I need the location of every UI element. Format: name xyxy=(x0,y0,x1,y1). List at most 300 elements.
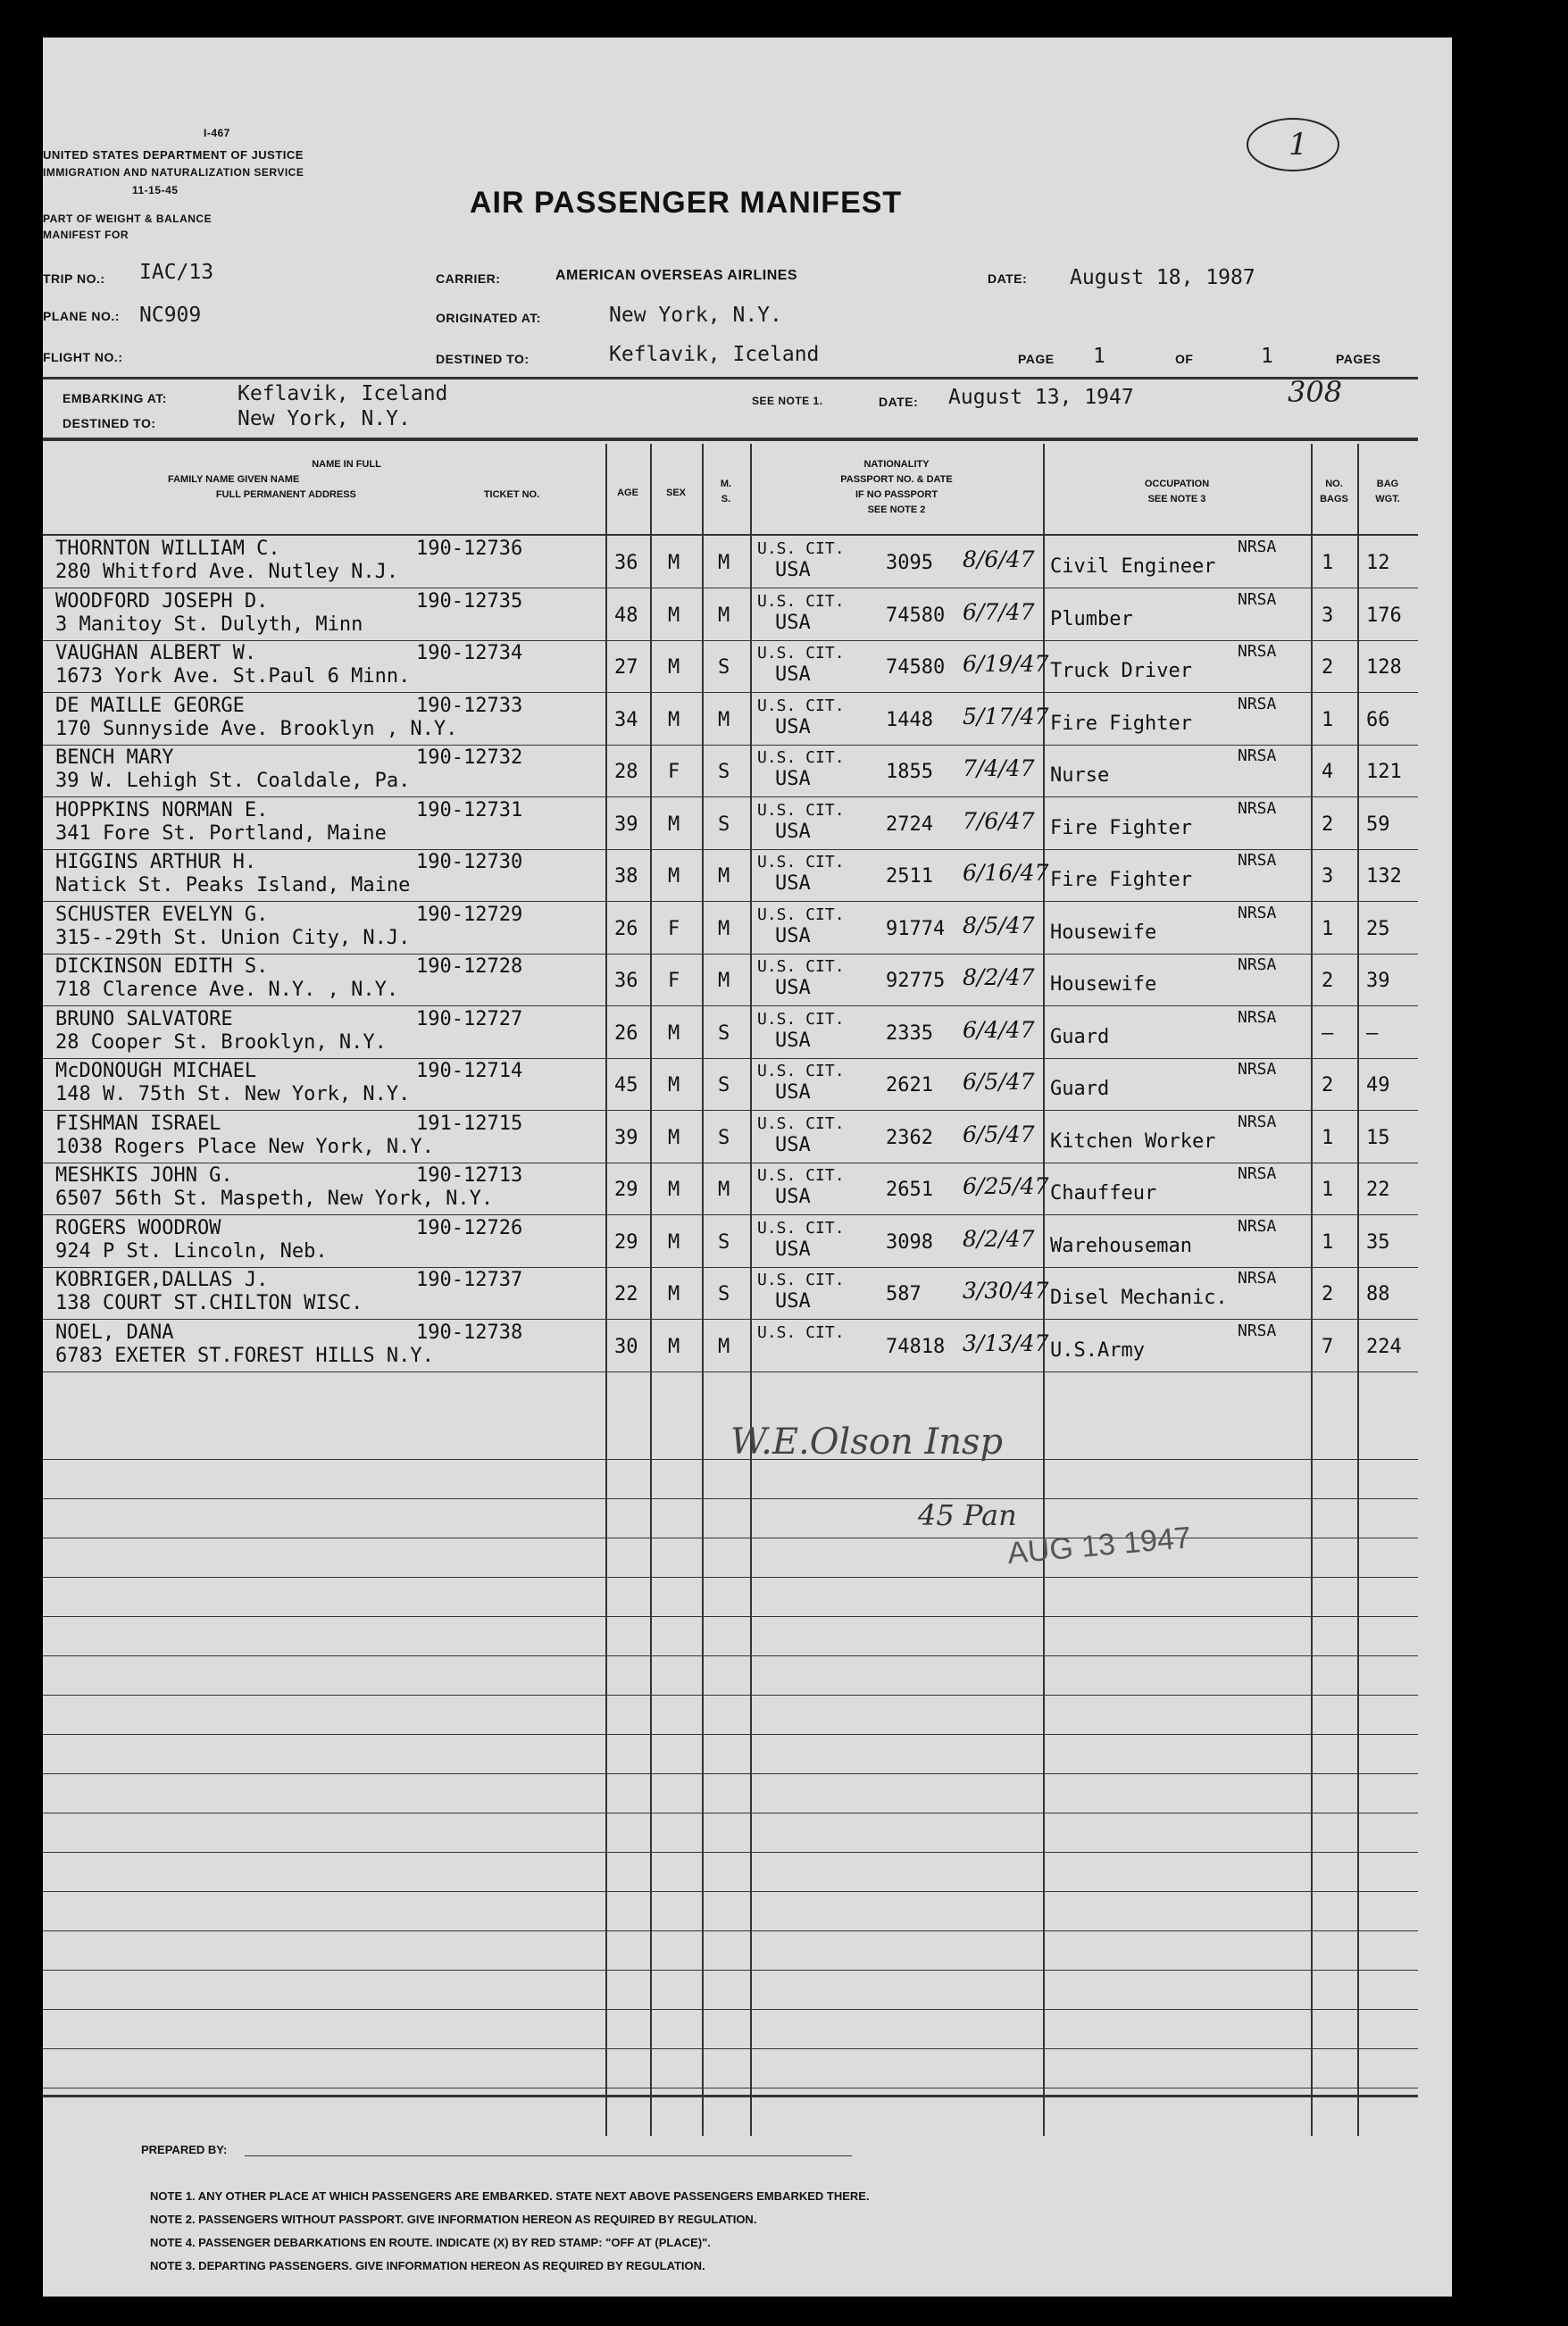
passenger-sex: M xyxy=(668,1336,680,1358)
passenger-sex: M xyxy=(668,813,680,836)
bag-count: 3 xyxy=(1322,604,1334,627)
occupation: Housewife xyxy=(1050,973,1157,996)
nrsa-mark: NRSA xyxy=(1238,904,1277,922)
page-label: PAGE xyxy=(1018,352,1055,366)
table-row xyxy=(43,1006,1418,1058)
nationality: USA xyxy=(775,1238,811,1261)
ticket-number: 190-12729 xyxy=(416,904,523,926)
table-top-border xyxy=(43,438,1418,441)
passenger-sex: M xyxy=(668,865,680,888)
ticket-number: 190-12737 xyxy=(416,1269,523,1291)
nrsa-mark: NRSA xyxy=(1238,1008,1277,1027)
passport-date: 6/7/47 xyxy=(963,599,1035,625)
passport-date: 6/5/47 xyxy=(963,1121,1035,1147)
passenger-name: THORNTON WILLIAM C. xyxy=(55,538,280,560)
bag-count: 1 xyxy=(1322,1179,1334,1201)
header-divider xyxy=(43,377,1418,379)
passenger-address: 28 Cooper St. Brooklyn, N.Y. xyxy=(55,1031,387,1054)
of-label: OF xyxy=(1175,352,1194,366)
trip-label: TRIP NO.: xyxy=(43,271,105,286)
nationality: USA xyxy=(775,1290,811,1313)
form-number: I-467 xyxy=(204,127,230,139)
passport-date: 3/30/47 xyxy=(963,1278,1049,1304)
passenger-sex: F xyxy=(668,970,680,992)
bag-weight: 176 xyxy=(1366,604,1402,627)
passenger-age: 39 xyxy=(614,813,638,836)
occupation: Fire Fighter xyxy=(1050,869,1192,891)
nationality: USA xyxy=(775,1186,811,1208)
citizenship: U.S. CIT. xyxy=(757,644,845,663)
bag-weight: 15 xyxy=(1366,1127,1390,1149)
passenger-marital-status: S xyxy=(718,813,730,836)
nrsa-mark: NRSA xyxy=(1238,590,1277,609)
passport-number: 2621 xyxy=(886,1074,933,1096)
nrsa-mark: NRSA xyxy=(1238,1164,1277,1183)
citizenship: U.S. CIT. xyxy=(757,1219,845,1238)
passenger-address: 924 P St. Lincoln, Neb. xyxy=(55,1240,328,1263)
destined2-label: DESTINED TO: xyxy=(63,416,156,430)
occupation: Truck Driver xyxy=(1050,660,1192,682)
passenger-marital-status: S xyxy=(718,1022,730,1045)
bag-count: 2 xyxy=(1322,970,1334,992)
table-row xyxy=(43,797,1418,849)
occupation: Warehouseman xyxy=(1050,1235,1192,1257)
passenger-marital-status: M xyxy=(718,1336,730,1358)
passenger-marital-status: S xyxy=(718,656,730,679)
passenger-name: SCHUSTER EVELYN G. xyxy=(55,904,269,926)
table-row xyxy=(43,1163,1418,1214)
bag-count: 7 xyxy=(1322,1336,1334,1358)
ticket-number: 191-12715 xyxy=(416,1113,523,1135)
passenger-marital-status: M xyxy=(718,865,730,888)
bag-weight: 39 xyxy=(1366,970,1390,992)
passenger-age: 39 xyxy=(614,1127,638,1149)
embarking-value: Keflavik, Iceland xyxy=(238,382,448,405)
passenger-marital-status: M xyxy=(718,709,730,731)
blank-line xyxy=(43,1930,1418,1931)
blank-line xyxy=(43,1655,1418,1656)
stamp-number: 308 xyxy=(1288,375,1343,409)
passenger-address: 6507 56th St. Maspeth, New York, N.Y. xyxy=(55,1188,494,1210)
passenger-sex: M xyxy=(668,1231,680,1254)
bag-weight: 25 xyxy=(1366,918,1390,940)
passenger-sex: M xyxy=(668,1074,680,1096)
weight-column-header: BAG WGT. xyxy=(1375,479,1400,504)
blank-line xyxy=(43,1577,1418,1578)
ticket-number: 190-12727 xyxy=(416,1008,523,1030)
passport-number: 587 xyxy=(886,1283,922,1305)
occupation: Kitchen Worker xyxy=(1050,1130,1216,1153)
embarking-label: EMBARKING AT: xyxy=(63,391,167,405)
bag-count: 2 xyxy=(1322,1283,1334,1305)
blank-line xyxy=(43,1891,1418,1892)
nationality: USA xyxy=(775,559,811,581)
destined-label: DESTINED TO: xyxy=(436,352,530,366)
form-date: 11-15-45 xyxy=(132,184,179,196)
bag-weight: 132 xyxy=(1366,865,1402,888)
passport-number: 1448 xyxy=(886,709,933,731)
ticket-number: 190-12732 xyxy=(416,746,523,769)
name-column-header: NAME IN FULL FAMILY NAME GIVEN NAME FULL PERMANENT ADDRESS TICKET NO. xyxy=(168,459,540,500)
bag-weight: 35 xyxy=(1366,1231,1390,1254)
nrsa-mark: NRSA xyxy=(1238,695,1277,713)
passenger-marital-status: M xyxy=(718,604,730,627)
occupation: U.S.Army xyxy=(1050,1339,1145,1362)
occupation: Guard xyxy=(1050,1026,1110,1048)
passenger-marital-status: S xyxy=(718,1231,730,1254)
citizenship: U.S. CIT. xyxy=(757,1166,845,1185)
ticket-number: 190-12713 xyxy=(416,1164,523,1187)
nrsa-mark: NRSA xyxy=(1238,955,1277,974)
carrier-value: AMERICAN OVERSEAS AIRLINES xyxy=(555,268,798,283)
passenger-name: FISHMAN ISRAEL xyxy=(55,1113,221,1135)
passport-number: 2511 xyxy=(886,865,933,888)
occupation: Fire Fighter xyxy=(1050,817,1192,839)
passport-number: 2724 xyxy=(886,813,933,836)
bag-count: 2 xyxy=(1322,656,1334,679)
passenger-marital-status: M xyxy=(718,918,730,940)
passenger-age: 26 xyxy=(614,1022,638,1045)
passenger-name: ROGERS WOODROW xyxy=(55,1217,221,1239)
bag-weight: 22 xyxy=(1366,1179,1390,1201)
passenger-sex: M xyxy=(668,1127,680,1149)
bag-weight: 121 xyxy=(1366,761,1402,783)
table-row xyxy=(43,588,1418,640)
occupation: Disel Mechanic. xyxy=(1050,1287,1228,1309)
passenger-address: Natick St. Peaks Island, Maine xyxy=(55,874,411,896)
nationality: USA xyxy=(775,977,811,999)
bag-weight: 49 xyxy=(1366,1074,1390,1096)
passport-date: 8/6/47 xyxy=(963,546,1035,572)
passenger-address: 1038 Rogers Place New York, N.Y. xyxy=(55,1136,434,1158)
ticket-number: 190-12714 xyxy=(416,1060,523,1082)
passenger-name: DICKINSON EDITH S. xyxy=(55,955,269,978)
arrival-stamp: AUG 13 1947 xyxy=(1005,1521,1193,1571)
passenger-age: 26 xyxy=(614,918,638,940)
blank-line xyxy=(43,2048,1418,2049)
bag-weight: 59 xyxy=(1366,813,1390,836)
occupation-column-header: OCCUPATION SEE NOTE 3 xyxy=(1144,479,1210,504)
passenger-name: KOBRIGER,DALLAS J. xyxy=(55,1269,269,1291)
blank-line xyxy=(43,1734,1418,1735)
occupation: Civil Engineer xyxy=(1050,555,1216,578)
passenger-age: 45 xyxy=(614,1074,638,1096)
passenger-sex: M xyxy=(668,552,680,574)
bag-count: 1 xyxy=(1322,1231,1334,1254)
occupation: Nurse xyxy=(1050,764,1110,787)
nationality: USA xyxy=(775,1081,811,1104)
age-column-header: AGE xyxy=(617,488,638,498)
passport-date: 6/19/47 xyxy=(963,651,1049,677)
department-name: UNITED STATES DEPARTMENT OF JUSTICE xyxy=(43,148,304,162)
blank-line xyxy=(43,2009,1418,2010)
ticket-number: 190-12735 xyxy=(416,590,523,613)
passenger-address: 1673 York Ave. St.Paul 6 Minn. xyxy=(55,665,411,688)
passenger-marital-status: S xyxy=(718,1283,730,1305)
see-note-label: SEE NOTE 1. xyxy=(752,395,823,407)
blank-line xyxy=(43,1852,1418,1853)
passenger-address: 315--29th St. Union City, N.J. xyxy=(55,927,411,949)
table-row xyxy=(43,902,1418,954)
passenger-address: 138 COURT ST.CHILTON WISC. xyxy=(55,1292,363,1314)
passenger-name: BRUNO SALVATORE xyxy=(55,1008,233,1030)
ticket-number: 190-12736 xyxy=(416,538,523,560)
passenger-name: NOEL, DANA xyxy=(55,1321,174,1344)
bag-weight: 128 xyxy=(1366,656,1402,679)
passport-number: 2651 xyxy=(886,1179,933,1201)
passenger-sex: M xyxy=(668,1179,680,1201)
passport-date: 6/5/47 xyxy=(963,1069,1035,1095)
passenger-name: McDONOUGH MICHAEL xyxy=(55,1060,257,1082)
part-of-label: PART OF WEIGHT & BALANCE xyxy=(43,213,213,225)
bag-count: 3 xyxy=(1322,865,1334,888)
nationality: USA xyxy=(775,663,811,686)
passenger-age: 34 xyxy=(614,709,638,731)
bag-weight: 66 xyxy=(1366,709,1390,731)
citizenship: U.S. CIT. xyxy=(757,1062,845,1080)
table-row xyxy=(43,1320,1418,1371)
date-value: August 18, 1987 xyxy=(1070,266,1255,289)
citizenship: U.S. CIT. xyxy=(757,905,845,924)
table-row xyxy=(43,693,1418,745)
passenger-age: 36 xyxy=(614,970,638,992)
nrsa-mark: NRSA xyxy=(1238,851,1277,870)
bag-weight: 224 xyxy=(1366,1336,1402,1358)
passenger-name: HOPPKINS NORMAN E. xyxy=(55,799,269,821)
passenger-sex: F xyxy=(668,918,680,940)
passport-date: 7/4/47 xyxy=(963,755,1035,781)
ticket-number: 190-12730 xyxy=(416,851,523,873)
passenger-name: MESHKIS JOHN G. xyxy=(55,1164,233,1187)
citizenship: U.S. CIT. xyxy=(757,592,845,611)
table-row xyxy=(43,1267,1418,1319)
table-row xyxy=(43,536,1418,588)
note-1: NOTE 1. ANY OTHER PLACE AT WHICH PASSENGERS ARE EMBARKED. STATE NEXT ABOVE PASSENGERS EMBARKED THERE. xyxy=(150,2189,870,2203)
passport-date: 6/4/47 xyxy=(963,1017,1035,1043)
blank-line xyxy=(43,1695,1418,1696)
note-2: NOTE 2. PASSENGERS WITHOUT PASSPORT. GIVE INFORMATION HEREON AS REQUIRED BY REGULATION. xyxy=(150,2213,757,2226)
citizenship: U.S. CIT. xyxy=(757,696,845,715)
ticket-number: 190-12726 xyxy=(416,1217,523,1239)
table-row xyxy=(43,1215,1418,1267)
table-row xyxy=(43,745,1418,796)
table-row xyxy=(43,1111,1418,1163)
manifest-for-label: MANIFEST FOR xyxy=(43,229,129,241)
passport-number: 2335 xyxy=(886,1022,933,1045)
passport-number: 74580 xyxy=(886,656,946,679)
citizenship: U.S. CIT. xyxy=(757,1114,845,1133)
passport-number: 74580 xyxy=(886,604,946,627)
passport-number: 1855 xyxy=(886,761,933,783)
passenger-name: BENCH MARY xyxy=(55,746,174,769)
passenger-sex: M xyxy=(668,1022,680,1045)
prepared-by-label: PREPARED BY: xyxy=(141,2143,228,2156)
blank-line xyxy=(43,1773,1418,1774)
table-row xyxy=(43,849,1418,901)
passenger-marital-status: S xyxy=(718,1127,730,1149)
citizenship: U.S. CIT. xyxy=(757,1010,845,1029)
passenger-address: 170 Sunnyside Ave. Brooklyn , N.Y. xyxy=(55,718,458,740)
ticket-number: 190-12738 xyxy=(416,1321,523,1344)
bag-weight: 88 xyxy=(1366,1283,1390,1305)
table-row xyxy=(43,1058,1418,1110)
nationality: USA xyxy=(775,768,811,790)
passport-date: 6/16/47 xyxy=(963,860,1049,886)
destined2-value: New York, N.Y. xyxy=(238,407,411,430)
inspector-signature: W.E.Olson Insp xyxy=(730,1421,1004,1463)
passport-number: 3095 xyxy=(886,552,933,574)
pages-value: 1 xyxy=(1261,345,1273,368)
circled-number: 1 xyxy=(1289,127,1308,163)
citizenship: U.S. CIT. xyxy=(757,748,845,767)
trip-value: IAC/13 xyxy=(139,261,214,284)
passenger-age: 30 xyxy=(614,1336,638,1358)
nationality: USA xyxy=(775,612,811,634)
bag-count: 4 xyxy=(1322,761,1334,783)
passport-date: 5/17/47 xyxy=(963,704,1049,729)
nrsa-mark: NRSA xyxy=(1238,1321,1277,1340)
originated-value: New York, N.Y. xyxy=(609,304,782,327)
date2-value: August 13, 1947 xyxy=(948,386,1134,409)
ms-column-header: M. S. xyxy=(720,479,732,504)
passenger-address: 148 W. 75th St. New York, N.Y. xyxy=(55,1083,411,1105)
passport-number: 91774 xyxy=(886,918,946,940)
row-divider xyxy=(43,1371,1418,1372)
passenger-sex: M xyxy=(668,656,680,679)
passenger-marital-status: S xyxy=(718,1074,730,1096)
passenger-name: HIGGINS ARTHUR H. xyxy=(55,851,257,873)
occupation: Chauffeur xyxy=(1050,1182,1157,1205)
citizenship: U.S. CIT. xyxy=(757,1271,845,1289)
blank-line xyxy=(43,1498,1418,1499)
bags-column-header: NO. BAGS xyxy=(1320,479,1348,504)
bag-count: 1 xyxy=(1322,918,1334,940)
passenger-age: 22 xyxy=(614,1283,638,1305)
note-3: NOTE 3. DEPARTING PASSENGERS. GIVE INFORMATION HEREON AS REQUIRED BY REGULATION. xyxy=(150,2259,705,2272)
bag-weight: 12 xyxy=(1366,552,1390,574)
nationality: USA xyxy=(775,1030,811,1052)
blank-line xyxy=(43,1970,1418,1971)
ticket-number: 190-12728 xyxy=(416,955,523,978)
nationality: USA xyxy=(775,872,811,895)
nrsa-mark: NRSA xyxy=(1238,538,1277,556)
passport-date: 3/13/47 xyxy=(963,1330,1049,1356)
page-title: AIR PASSENGER MANIFEST xyxy=(470,186,903,220)
passport-number: 74818 xyxy=(886,1336,946,1358)
passenger-sex: M xyxy=(668,709,680,731)
passenger-age: 29 xyxy=(614,1231,638,1254)
passenger-age: 29 xyxy=(614,1179,638,1201)
nrsa-mark: NRSA xyxy=(1238,1269,1277,1288)
passenger-marital-status: M xyxy=(718,552,730,574)
nrsa-mark: NRSA xyxy=(1238,1113,1277,1131)
pages-label: PAGES xyxy=(1336,352,1381,366)
passenger-age: 27 xyxy=(614,656,638,679)
passport-date: 6/25/47 xyxy=(963,1173,1049,1199)
flight-label: FLIGHT NO.: xyxy=(43,350,123,364)
blank-line xyxy=(43,1616,1418,1617)
passenger-sex: M xyxy=(668,1283,680,1305)
bag-count: 1 xyxy=(1322,709,1334,731)
destined-value: Keflavik, Iceland xyxy=(609,343,820,366)
occupation: Housewife xyxy=(1050,921,1157,944)
passenger-age: 38 xyxy=(614,865,638,888)
passport-number: 92775 xyxy=(886,970,946,992)
table-row xyxy=(43,640,1418,692)
bag-weight: — xyxy=(1366,1022,1379,1045)
nrsa-mark: NRSA xyxy=(1238,642,1277,661)
passenger-address: 6783 EXETER ST.FOREST HILLS N.Y. xyxy=(55,1345,434,1367)
nationality-column-header: NATIONALITY PASSPORT NO. & DATE IF NO PASSPORT SEE NOTE 2 xyxy=(840,459,953,515)
passenger-marital-status: M xyxy=(718,970,730,992)
passport-date: 7/6/47 xyxy=(963,808,1035,834)
prepared-by-line xyxy=(245,2155,852,2156)
bag-count: 1 xyxy=(1322,1127,1334,1149)
bag-count: 1 xyxy=(1322,552,1334,574)
passenger-address: 280 Whitford Ave. Nutley N.J. xyxy=(55,561,399,583)
passenger-name: WOODFORD JOSEPH D. xyxy=(55,590,269,613)
passport-date: 8/2/47 xyxy=(963,1226,1035,1252)
nationality: USA xyxy=(775,1134,811,1156)
plane-label: PLANE NO.: xyxy=(43,309,120,323)
passport-date: 8/2/47 xyxy=(963,964,1035,990)
passenger-age: 36 xyxy=(614,552,638,574)
occupation: Fire Fighter xyxy=(1050,713,1192,735)
nationality: USA xyxy=(775,716,811,738)
table-bottom-border xyxy=(43,2095,1418,2097)
sex-column-header: SEX xyxy=(665,488,686,498)
passenger-name: VAUGHAN ALBERT W. xyxy=(55,642,257,664)
occupation: Plumber xyxy=(1050,608,1133,630)
nrsa-mark: NRSA xyxy=(1238,799,1277,818)
passport-number: 2362 xyxy=(886,1127,933,1149)
passenger-address: 718 Clarence Ave. N.Y. , N.Y. xyxy=(55,979,399,1001)
nrsa-mark: NRSA xyxy=(1238,746,1277,765)
note-4: NOTE 4. PASSENGER DEBARKATIONS EN ROUTE. INDICATE (X) BY RED STAMP: "OFF AT (PLACE)". xyxy=(150,2236,711,2249)
passport-date: 8/5/47 xyxy=(963,913,1035,938)
occupation: Guard xyxy=(1050,1078,1110,1100)
passenger-address: 39 W. Lehigh St. Coaldale, Pa. xyxy=(55,770,411,792)
nrsa-mark: NRSA xyxy=(1238,1060,1277,1079)
passenger-sex: F xyxy=(668,761,680,783)
manifest-page xyxy=(43,38,1452,2297)
passenger-sex: M xyxy=(668,604,680,627)
citizenship: U.S. CIT. xyxy=(757,801,845,820)
citizenship: U.S. CIT. xyxy=(757,539,845,558)
date2-label: DATE: xyxy=(879,395,919,409)
nationality: USA xyxy=(775,925,811,947)
passenger-marital-status: M xyxy=(718,1179,730,1201)
carrier-label: CARRIER: xyxy=(436,271,501,286)
bag-count: 2 xyxy=(1322,1074,1334,1096)
nationality: USA xyxy=(775,821,811,843)
passenger-address: 3 Manitoy St. Dulyth, Minn xyxy=(55,613,363,636)
bag-count: 2 xyxy=(1322,813,1334,836)
page-value: 1 xyxy=(1093,345,1105,368)
table-row xyxy=(43,954,1418,1005)
service-name: IMMIGRATION AND NATURALIZATION SERVICE xyxy=(43,166,304,179)
passenger-marital-status: S xyxy=(718,761,730,783)
count-note: 45 Pan xyxy=(918,1498,1017,1532)
ticket-number: 190-12734 xyxy=(416,642,523,664)
citizenship: U.S. CIT. xyxy=(757,853,845,871)
citizenship: U.S. CIT. xyxy=(757,957,845,976)
plane-value: NC909 xyxy=(139,304,202,327)
date-label: DATE: xyxy=(988,271,1028,286)
passenger-age: 48 xyxy=(614,604,638,627)
passenger-name: DE MAILLE GEORGE xyxy=(55,695,245,717)
citizenship: U.S. CIT. xyxy=(757,1323,845,1342)
